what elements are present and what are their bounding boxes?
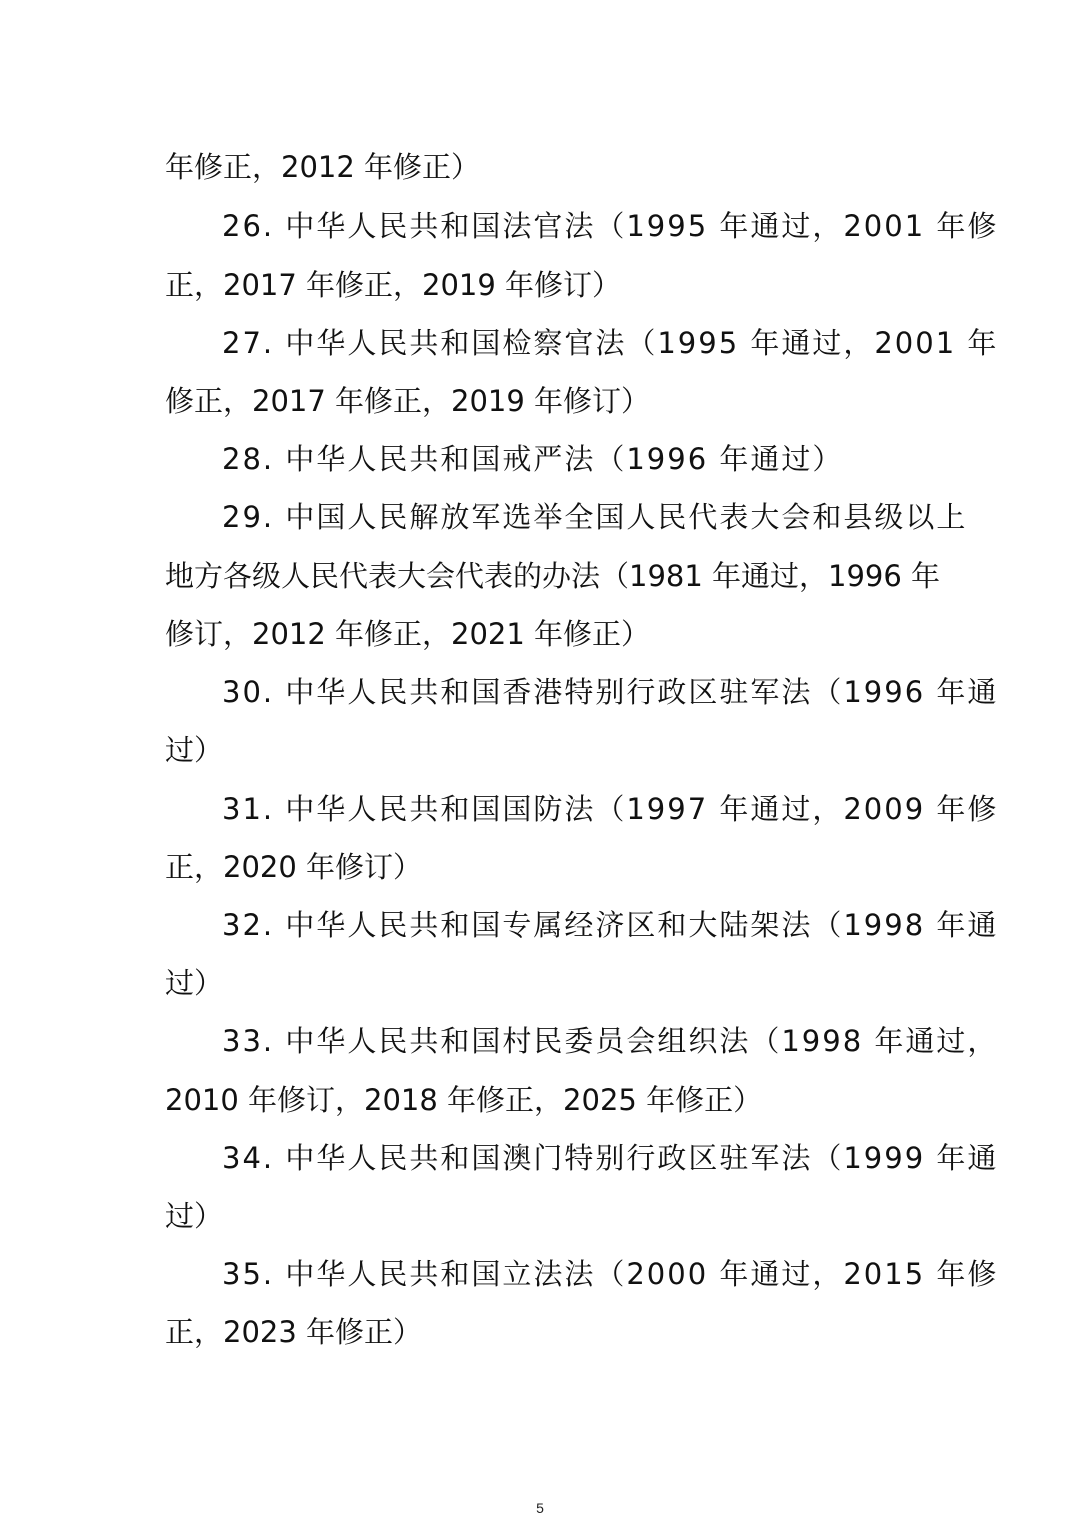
list-item-29-line-3: 修订，2012 年修正，2021 年修正）	[165, 617, 651, 651]
list-item-31-line-1: 31. 中华人民共和国国防法（1997 年通过，2009 年修	[222, 792, 999, 826]
text-line: 年修正，2012 年修正）	[165, 150, 481, 184]
list-item-33-line-2: 2010 年修订，2018 年修正，2025 年修正）	[165, 1083, 763, 1117]
list-item-26-line-1: 26. 中华人民共和国法官法（1995 年通过，2001 年修	[222, 209, 999, 243]
page-number: 5	[536, 1500, 544, 1516]
list-item-30-line-2: 过）	[165, 733, 224, 767]
list-item-27-line-1: 27. 中华人民共和国检察官法（1995 年通过，2001 年	[222, 326, 999, 360]
list-item-32-line-1: 32. 中华人民共和国专属经济区和大陆架法（1998 年通	[222, 908, 999, 942]
list-item-29-line-1: 29. 中国人民解放军选举全国人民代表大会和县级以上	[222, 500, 968, 534]
list-item-30-line-1: 30. 中华人民共和国香港特别行政区驻军法（1996 年通	[222, 675, 999, 709]
list-item-27-line-2: 修正，2017 年修正，2019 年修订）	[165, 384, 651, 418]
list-item-26-line-2: 正，2017 年修正，2019 年修订）	[165, 268, 622, 302]
list-item-35-line-1: 35. 中华人民共和国立法法（2000 年通过，2015 年修	[222, 1257, 999, 1291]
list-item-32-line-2: 过）	[165, 966, 224, 1000]
list-item-33-line-1: 33. 中华人民共和国村民委员会组织法（1998 年通过，	[222, 1024, 999, 1058]
list-item-29-line-2: 地方各级人民代表大会代表的办法（1981 年通过，1996 年	[165, 559, 941, 593]
list-item-31-line-2: 正，2020 年修订）	[165, 850, 423, 884]
list-item-35-line-2: 正，2023 年修正）	[165, 1315, 423, 1349]
list-item-28-line-1: 28. 中华人民共和国戒严法（1996 年通过）	[222, 442, 844, 476]
list-item-34-line-1: 34. 中华人民共和国澳门特别行政区驻军法（1999 年通	[222, 1141, 999, 1175]
list-item-34-line-2: 过）	[165, 1199, 224, 1233]
